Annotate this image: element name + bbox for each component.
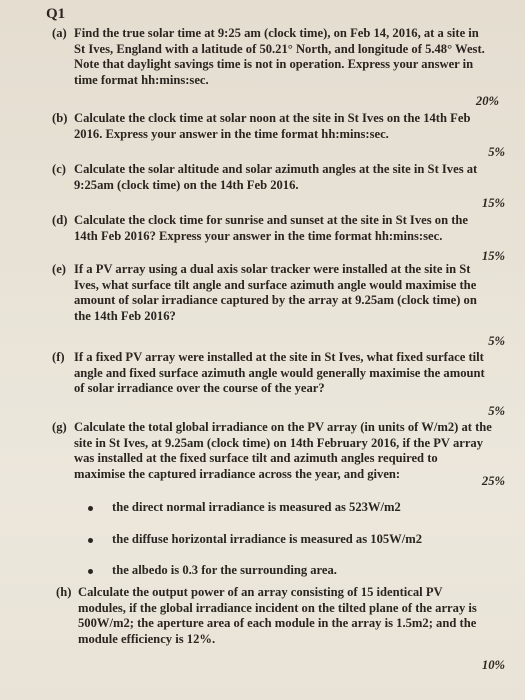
question-label: (f) [52, 350, 65, 364]
mark-weight: 5% [488, 404, 505, 418]
question-line: 9:25am (clock time) on the 14th Feb 2016. [74, 177, 299, 192]
question-text [74, 350, 499, 397]
question-text [74, 420, 499, 483]
question-line: If a fixed PV array were installed at the site in St Ives, what fixed surface tilt [74, 350, 484, 364]
question-line: Calculate the total global irradiance on the PV array (in units of W/m2) at the [74, 420, 492, 434]
mark-weight: 15% [481, 249, 505, 263]
question-line: Calculate the clock time for sunrise and sunset at the site in St Ives on the [74, 213, 469, 227]
mark-weight: 5% [488, 145, 505, 159]
question-line: amount of solar irradiance captured by the array at 9.25am (clock time) on [74, 293, 477, 308]
question-line: St Ives, England with a latitude of 50.21° North, and longitude of 5.48° West. [74, 41, 485, 56]
question-line: 500W/m2; the aperture area of each module in the array is 1.5m2; and the [78, 616, 477, 631]
bullet-icon [88, 538, 93, 543]
question-text [74, 111, 499, 142]
question-label: (g) [52, 420, 67, 434]
question-text [78, 585, 499, 648]
question-text [74, 262, 499, 325]
question-line: Calculate the clock time at solar noon at the site in St Ives on the 14th Feb [74, 111, 471, 125]
question-heading: Q1 [46, 6, 66, 22]
question-line: 2016. Express your answer in the time format hh:mins:sec. [74, 126, 389, 141]
question-label: (e) [52, 262, 66, 276]
question-line: Find the true solar time at 9:25 am (clock time), on Feb 14, 2016, at a site in [74, 26, 479, 40]
question-line: Note that daylight savings time is not in operation. Express your answer in [74, 57, 474, 72]
question-line: Ives, what surface tilt angle and surface azimuth angle would maximise the [74, 277, 477, 292]
question-line: was installed at the fixed surface tilt and azimuth angles required to [74, 451, 438, 466]
question-line: 14th Feb 2016? Express your answer in the time format hh:mins:sec. [74, 228, 443, 243]
mark-weight: 25% [481, 474, 505, 488]
question-line: Calculate the solar altitude and solar azimuth angles at the site in St Ives at [74, 162, 478, 176]
question-label: (a) [52, 26, 67, 40]
question-label: (d) [52, 213, 68, 227]
question-line: maximise the captured irradiance across the year, and given: [74, 467, 401, 482]
question-label: (c) [52, 162, 66, 176]
question-text [74, 162, 487, 193]
question-line: the 14th Feb 2016? [74, 309, 176, 324]
question-line: modules, if the global irradiance incident on the tilted plane of the array is [78, 600, 477, 615]
bullet-icon [88, 506, 93, 511]
question-line: time format hh:mins:sec. [74, 73, 209, 88]
mark-weight: 5% [488, 334, 505, 348]
bullet-text: the albedo is 0.3 for the surrounding area. [112, 563, 337, 577]
bullet-text: the diffuse horizontal irradiance is measured as 105W/m2 [112, 532, 423, 546]
question-line: If a PV array using a dual axis solar tracker were installed at the site in St [74, 262, 471, 276]
question-line: module efficiency is 12%. [78, 632, 216, 647]
mark-weight: 10% [481, 658, 505, 672]
question-line: of solar irradiance over the course of the year? [74, 381, 325, 396]
question-label: (h) [56, 585, 72, 599]
mark-weight: 20% [475, 94, 499, 108]
question-label: (b) [52, 111, 68, 125]
question-text [74, 213, 491, 244]
bullet-text: the direct normal irradiance is measured as 523W/m2 [112, 500, 401, 514]
question-line: angle and fixed surface azimuth angle would generally maximise the amount [74, 365, 485, 380]
bullet-icon [88, 569, 93, 574]
question-text [74, 26, 483, 89]
mark-weight: 15% [481, 196, 505, 210]
question-line: Calculate the output power of an array consisting of 15 identical PV [78, 585, 443, 599]
question-line: site in St Ives, at 9.25am (clock time) on 14th February 2016, if the PV array [74, 435, 484, 450]
